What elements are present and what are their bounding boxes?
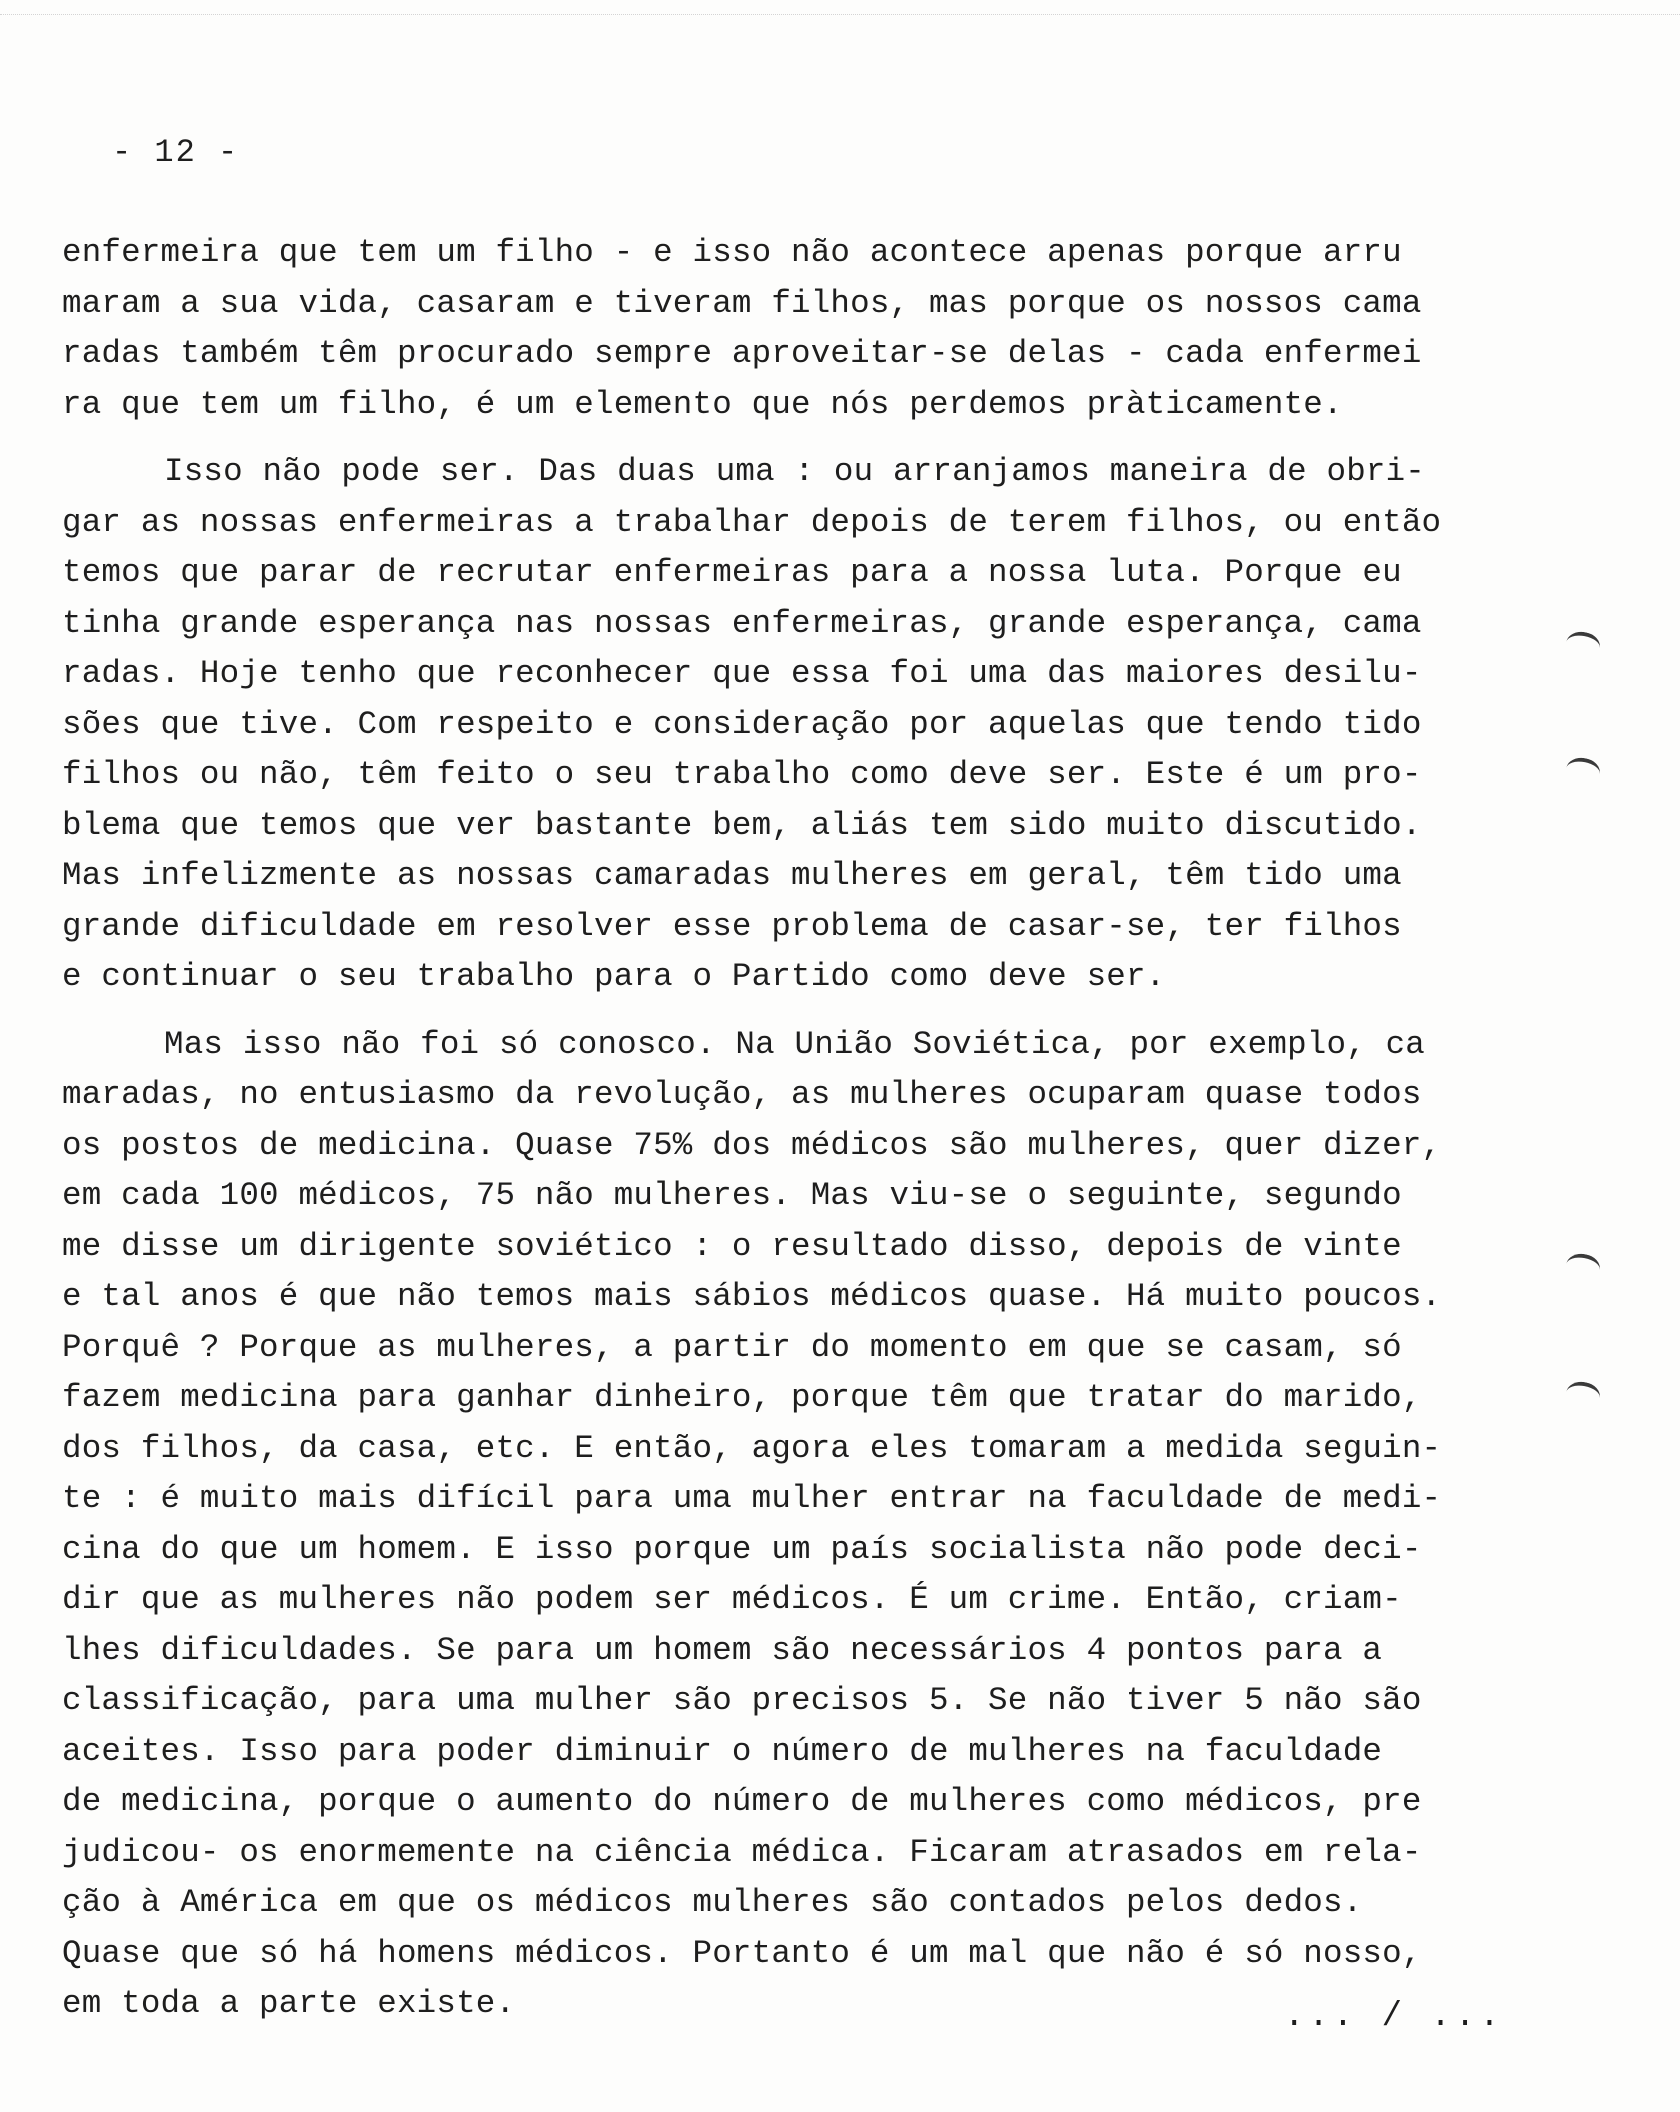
text-line: filhos ou não, têm feito o seu trabalho como deve ser. Este é um pro-	[62, 756, 1422, 793]
text-line: judicou- os enormemente na ciência médica. Ficaram atrasados em rela-	[62, 1833, 1422, 1871]
text-line: ção à América em que os médicos mulheres são contados pelos dedos.	[62, 1884, 1363, 1921]
scan-top-edge	[0, 0, 1680, 15]
body-text	[62, 228, 1562, 2047]
text-line: me disse um dirigente soviético : o resultado disso, depois de vinte	[62, 1227, 1402, 1265]
text-line: grande dificuldade em resolver esse problema de casar-se, ter filhos	[62, 907, 1402, 945]
text-line: lhes dificuldades. Se para um homem são necessários 4 pontos para a	[62, 1631, 1383, 1669]
text-line: temos que parar de recrutar enfermeiras para a nossa luta. Porque eu	[62, 554, 1402, 591]
paragraph	[62, 1020, 1562, 2030]
margin-bracket-mark	[1564, 1251, 1602, 1283]
text-line: radas. Hoje tenho que reconhecer que essa foi uma das maiores desilu-	[62, 655, 1422, 692]
text-line: fazem medicina para ganhar dinheiro, porque têm que tratar do marido,	[62, 1379, 1422, 1416]
text-line: dos filhos, da casa, etc. E então, agora eles tomaram a medida seguin-	[62, 1429, 1442, 1467]
text-line: cina do que um homem. E isso porque um país socialista não pode deci-	[62, 1530, 1422, 1568]
continuation-mark: ... / ...	[1284, 1998, 1504, 2036]
text-line: e continuar o seu trabalho para o Partido como deve ser.	[62, 958, 1166, 995]
text-line: em cada 100 médicos, 75 não mulheres. Mas viu-se o seguinte, segundo	[62, 1177, 1402, 1214]
text-line: Mas infelizmente as nossas camaradas mulheres em geral, têm tido uma	[62, 857, 1402, 894]
text-line: enfermeira que tem um filho - e isso não acontece apenas porque arru	[62, 234, 1402, 271]
text-line: gar as nossas enfermeiras a trabalhar depois de terem filhos, ou então	[62, 503, 1442, 541]
text-line: Porquê ? Porque as mulheres, a partir do momento em que se casam, só	[62, 1328, 1402, 1366]
text-line: ra que tem um filho, é um elemento que nós perdemos pràticamente.	[62, 385, 1343, 423]
text-line: Mas isso não foi só conosco. Na União Soviética, por exemplo, ca	[164, 1025, 1426, 1063]
text-line: e tal anos é que não temos mais sábios médicos quase. Há muito poucos.	[62, 1278, 1442, 1315]
text-line: radas também têm procurado sempre aproveitar-se delas - cada enfermei	[62, 335, 1422, 372]
text-line: os postos de medicina. Quase 75% dos médicos são mulheres, quer dizer,	[62, 1126, 1442, 1164]
text-line: blema que temos que ver bastante bem, aliás tem sido muito discutido.	[62, 806, 1422, 844]
text-line: sões que tive. Com respeito e consideração por aquelas que tendo tido	[62, 705, 1422, 743]
text-line: maram a sua vida, casaram e tiveram filhos, mas porque os nossos cama	[62, 284, 1422, 322]
text-line: classificação, para uma mulher são precisos 5. Se não tiver 5 não são	[62, 1682, 1422, 1719]
text-line: de medicina, porque o aumento do número de mulheres como médicos, pre	[62, 1783, 1422, 1820]
text-line: te : é muito mais difícil para uma mulher entrar na faculdade de medi-	[62, 1480, 1442, 1517]
margin-bracket-mark	[1564, 629, 1602, 661]
paragraph	[62, 228, 1562, 430]
text-line: Quase que só há homens médicos. Portanto é um mal que não é só nosso,	[62, 1934, 1422, 1972]
margin-bracket-mark	[1564, 755, 1602, 787]
text-line: em toda a parte existe.	[62, 1985, 516, 2022]
paragraph	[62, 447, 1562, 1003]
text-line: dir que as mulheres não podem ser médicos. É um crime. Então, criam-	[62, 1581, 1402, 1618]
text-line: Isso não pode ser. Das duas uma : ou arranjamos maneira de obri-	[164, 453, 1426, 490]
text-line: maradas, no entusiasmo da revolução, as mulheres ocuparam quase todos	[62, 1076, 1422, 1113]
page-number: - 12 -	[112, 134, 240, 171]
text-line: aceites. Isso para poder diminuir o número de mulheres na faculdade	[62, 1732, 1383, 1770]
margin-bracket-mark	[1564, 1379, 1602, 1411]
text-line: tinha grande esperança nas nossas enfermeiras, grande esperança, cama	[62, 604, 1422, 642]
